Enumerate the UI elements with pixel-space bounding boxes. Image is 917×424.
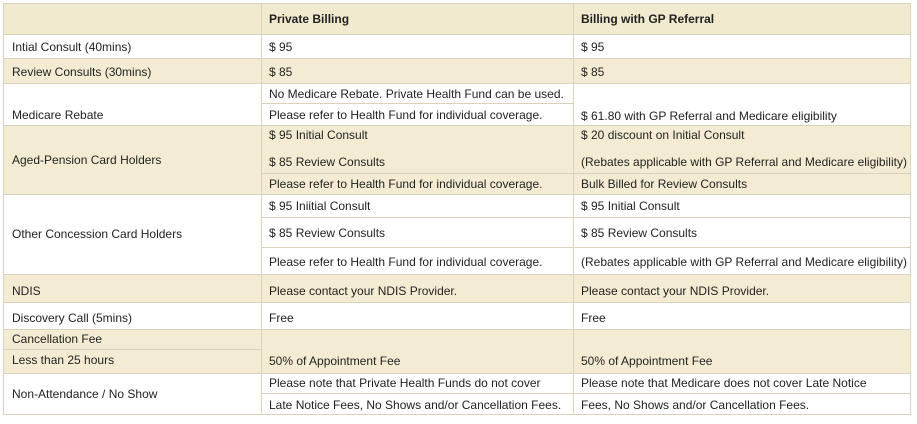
grid-line xyxy=(262,103,573,104)
private-billing-value: Free xyxy=(269,311,294,325)
gp-referral-value: $ 85 Review Consults xyxy=(581,226,698,240)
header-row xyxy=(3,3,911,34)
grid-line xyxy=(262,393,911,394)
row-initial-consult xyxy=(3,34,911,58)
fee-table xyxy=(3,3,911,415)
gp-referral-value: $ 95 Initial Consult xyxy=(581,199,680,213)
grid-line xyxy=(262,173,911,174)
gp-referral-value: (Rebates applicable with GP Referral and Medicare eligibility) xyxy=(581,155,907,169)
gp-referral-value: $ 61.80 with GP Referral and Medicare eligibility xyxy=(581,109,837,123)
private-billing-value: $ 85 Review Consults xyxy=(269,155,386,169)
private-billing-value: Please contact your NDIS Provider. xyxy=(269,284,458,298)
private-billing-value: Late Notice Fees, No Shows and/or Cancellation Fees. xyxy=(269,398,562,412)
grid-line xyxy=(3,194,911,195)
row-label: Aged-Pension Card Holders xyxy=(12,153,162,167)
grid-line xyxy=(3,414,911,415)
gp-referral-value: $ 95 xyxy=(581,40,605,54)
private-billing-value: $ 85 Review Consults xyxy=(269,226,386,240)
header-private-billing: Private Billing xyxy=(269,12,350,26)
gp-referral-value: (Rebates applicable with GP Referral and Medicare eligibility) xyxy=(581,255,907,269)
gp-referral-value: Please contact your NDIS Provider. xyxy=(581,284,770,298)
grid-line xyxy=(3,58,911,59)
grid-line xyxy=(3,349,261,350)
gp-referral-value: 50% of Appointment Fee xyxy=(581,354,713,368)
private-billing-value: No Medicare Rebate. Private Health Fund can be used. xyxy=(269,87,564,101)
private-billing-value: 50% of Appointment Fee xyxy=(269,354,401,368)
private-billing-value: Please refer to Health Fund for individual coverage. xyxy=(269,177,543,191)
grid-line xyxy=(3,3,4,415)
grid-line xyxy=(3,3,911,4)
row-label: Less than 25 hours xyxy=(12,353,115,367)
row-label: Review Consults (30mins) xyxy=(12,65,152,79)
row-label: Other Concession Card Holders xyxy=(12,227,183,241)
grid-line xyxy=(3,83,911,84)
grid-line xyxy=(261,3,262,415)
header-gp-referral: Billing with GP Referral xyxy=(581,12,715,26)
gp-referral-value: $ 85 xyxy=(581,65,605,79)
private-billing-value: Please note that Private Health Funds do not cover xyxy=(269,376,541,390)
private-billing-value: $ 95 Initial Consult xyxy=(269,128,368,142)
private-billing-value: $ 95 Iniitial Consult xyxy=(269,199,371,213)
grid-line xyxy=(3,125,911,126)
gp-referral-value: Bulk Billed for Review Consults xyxy=(581,177,748,191)
row-label: NDIS xyxy=(12,284,41,298)
private-billing-value: $ 85 xyxy=(269,65,293,79)
grid-line xyxy=(3,34,911,35)
row-label: Medicare Rebate xyxy=(12,108,104,122)
row-label: Cancellation Fee xyxy=(12,332,103,346)
grid-line xyxy=(262,247,911,248)
gp-referral-value: $ 20 discount on Initial Consult xyxy=(581,128,745,142)
gp-referral-value: Free xyxy=(581,311,606,325)
row-cancellation-fee xyxy=(3,329,911,373)
row-label: Non-Attendance / No Show xyxy=(12,387,158,401)
grid-line xyxy=(262,217,911,218)
grid-line xyxy=(910,3,911,415)
row-label: Intial Consult (40mins) xyxy=(12,40,132,54)
grid-line xyxy=(3,373,911,374)
gp-referral-value: Please note that Medicare does not cover Late Notice xyxy=(581,376,867,390)
row-label: Discovery Call (5mins) xyxy=(12,311,133,325)
grid-line xyxy=(3,329,911,330)
gp-referral-value: Fees, No Shows and/or Cancellation Fees. xyxy=(581,398,810,412)
grid-line xyxy=(3,302,911,303)
row-discovery-call xyxy=(3,302,911,329)
grid-line xyxy=(573,3,574,415)
private-billing-value: Please refer to Health Fund for individual coverage. xyxy=(269,108,543,122)
grid-line xyxy=(3,274,911,275)
private-billing-value: $ 95 xyxy=(269,40,293,54)
private-billing-value: Please refer to Health Fund for individual coverage. xyxy=(269,255,543,269)
